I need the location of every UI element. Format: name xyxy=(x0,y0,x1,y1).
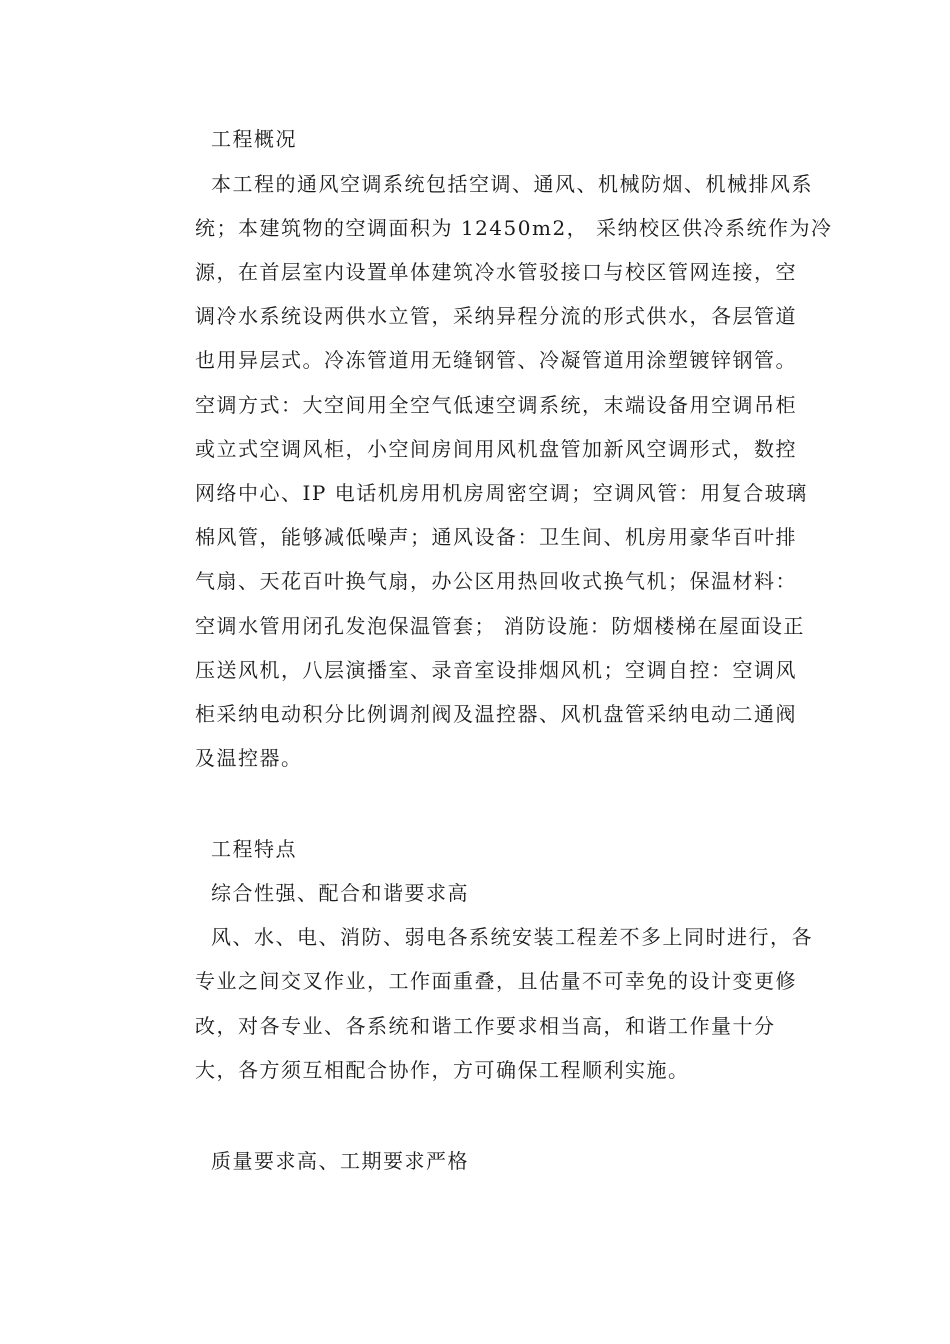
paragraph-line: 柜采纳电动积分比例调剂阀及温控器、风机盘管采纳电动二通阀 xyxy=(195,702,797,726)
paragraph-line: 调冷水系统设两供水立管，采纳异程分流的形式供水，各层管道 xyxy=(195,304,797,328)
section-heading-overview: 工程概况 xyxy=(211,127,297,151)
paragraph-line: 改，对各专业、各系统和谐工作要求相当高，和谐工作量十分 xyxy=(195,1014,776,1038)
section-heading-features: 工程特点 xyxy=(211,837,297,861)
paragraph-line: 空调水管用闭孔发泡保温管套； 消防设施：防烟楼梯在屋面设正 xyxy=(195,614,805,638)
section-heading-quality: 质量要求高、工期要求严格 xyxy=(211,1149,469,1173)
paragraph-line: 空调方式：大空间用全空气低速空调系统，末端设备用空调吊柜 xyxy=(195,393,797,417)
paragraph-line: 及温控器。 xyxy=(195,746,303,770)
paragraph-line: 风、水、电、消防、弱电各系统安装工程差不多上同时进行，各 xyxy=(211,925,813,949)
paragraph-line: 源，在首层室内设置单体建筑冷水管驳接口与校区管网连接，空 xyxy=(195,260,797,284)
paragraph-line: 气扇、天花百叶换气扇，办公区用热回收式换气机；保温材料： xyxy=(195,569,797,593)
section-subheading: 综合性强、配合和谐要求高 xyxy=(211,881,469,905)
paragraph-line: 大，各方须互相配合协作，方可确保工程顺利实施。 xyxy=(195,1058,690,1082)
paragraph-line: 本工程的通风空调系统包括空调、通风、机械防烟、机械排风系 xyxy=(211,172,813,196)
paragraph-line: 或立式空调风柜，小空间房间用风机盘管加新风空调形式，数控 xyxy=(195,437,797,461)
paragraph-line: 棉风管，能够减低噪声；通风设备：卫生间、机房用豪华百叶排 xyxy=(195,525,797,549)
paragraph-line: 统；本建筑物的空调面积为 12450m2， 采纳校区供冷系统作为冷 xyxy=(195,216,833,240)
paragraph-line: 压送风机，八层演播室、录音室设排烟风机；空调自控：空调风 xyxy=(195,658,797,682)
paragraph-line: 专业之间交叉作业，工作面重叠，且估量不可幸免的设计变更修 xyxy=(195,969,797,993)
paragraph-line: 也用异层式。冷冻管道用无缝钢管、冷凝管道用涂塑镀锌钢管。 xyxy=(195,348,797,372)
paragraph-line: 网络中心、IP 电话机房用机房周密空调；空调风管：用复合玻璃 xyxy=(195,481,808,505)
